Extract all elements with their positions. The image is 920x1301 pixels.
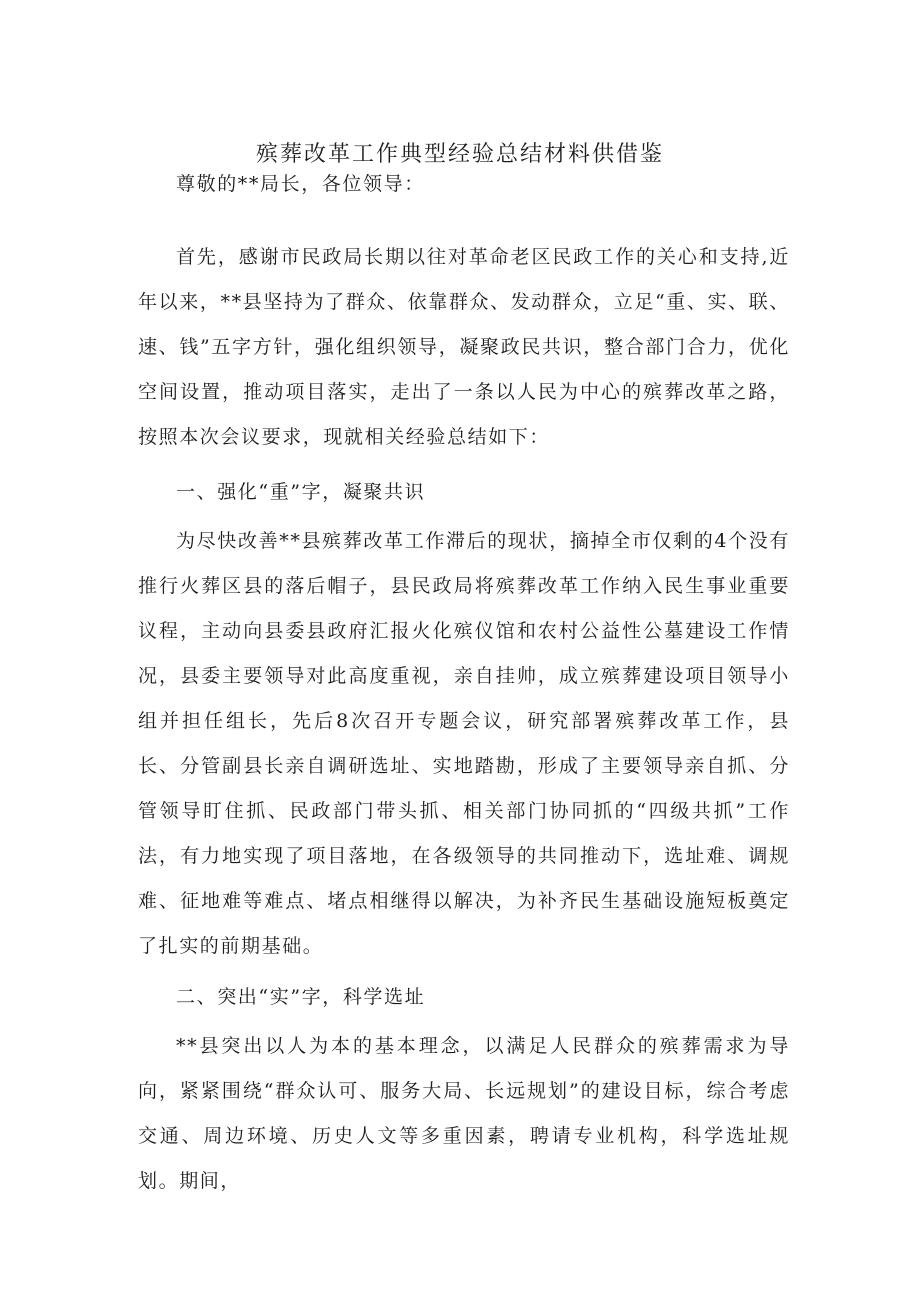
paragraph-section-1: 为尽快改善**县殡葬改革工作滞后的现状，摘掉全市仅剩的4个没有推行火葬区县的落后帽子，县民政局将殡葬改革工作纳入民生事业重要议程，主动向县委县政府汇报火化殡仪馆和农村公益性公墓建设工作情况，县委主要领导对此高度重视，亲自挂帅，成立殡葬建设项目领导小组并担任组长，先后8次召开专题会议，研究部署殡葬改革工作，县长、分管副县长亲自调研选址、实地踏勘，形成了主要领导亲自抓、分管领导盯住抓、民政部门带头抓、相关部门协同抓的“四级共抓”工作法，有力地实现了项目落地，在各级领导的共同推动下，选址难、调规难、征地难等难点、堵点相继得以解决，为补齐民生基础设施短板奠定了扎实的前期基础。 <box>138 530 790 957</box>
paragraph-intro: 首先，感谢市民政局长期以往对革命老区民政工作的关心和支持,近年以来，**县坚持为了群众、依靠群众、发动群众，立足“重、实、联、速、钱”五字方针，强化组织领导，凝聚政民共识，整合部门合力，优化空间设置，推动项目落实，走出了一条以人民为中心的殡葬改革之路，按照本次会议要求，现就相关经验总结如下： <box>138 246 790 448</box>
document-body <box>138 162 790 1204</box>
section-heading-1: 一、强化“重”字，凝聚共识 <box>176 481 426 503</box>
salutation: 尊敬的**局长，各位领导： <box>176 173 425 195</box>
document-title: 殡葬改革工作典型经验总结材料供借鉴 <box>255 142 664 167</box>
paragraph-section-2: **县突出以人为本的基本理念，以满足人民群众的殡葬需求为导向，紧紧围绕“群众认可、服务大局、长远规划”的建设目标，综合考虑交通、周边环境、历史人文等多重因素，聘请专业机构，科学选址规划。期间， <box>138 1035 790 1192</box>
section-heading-2: 二、突出“实”字，科学选址 <box>176 986 426 1008</box>
